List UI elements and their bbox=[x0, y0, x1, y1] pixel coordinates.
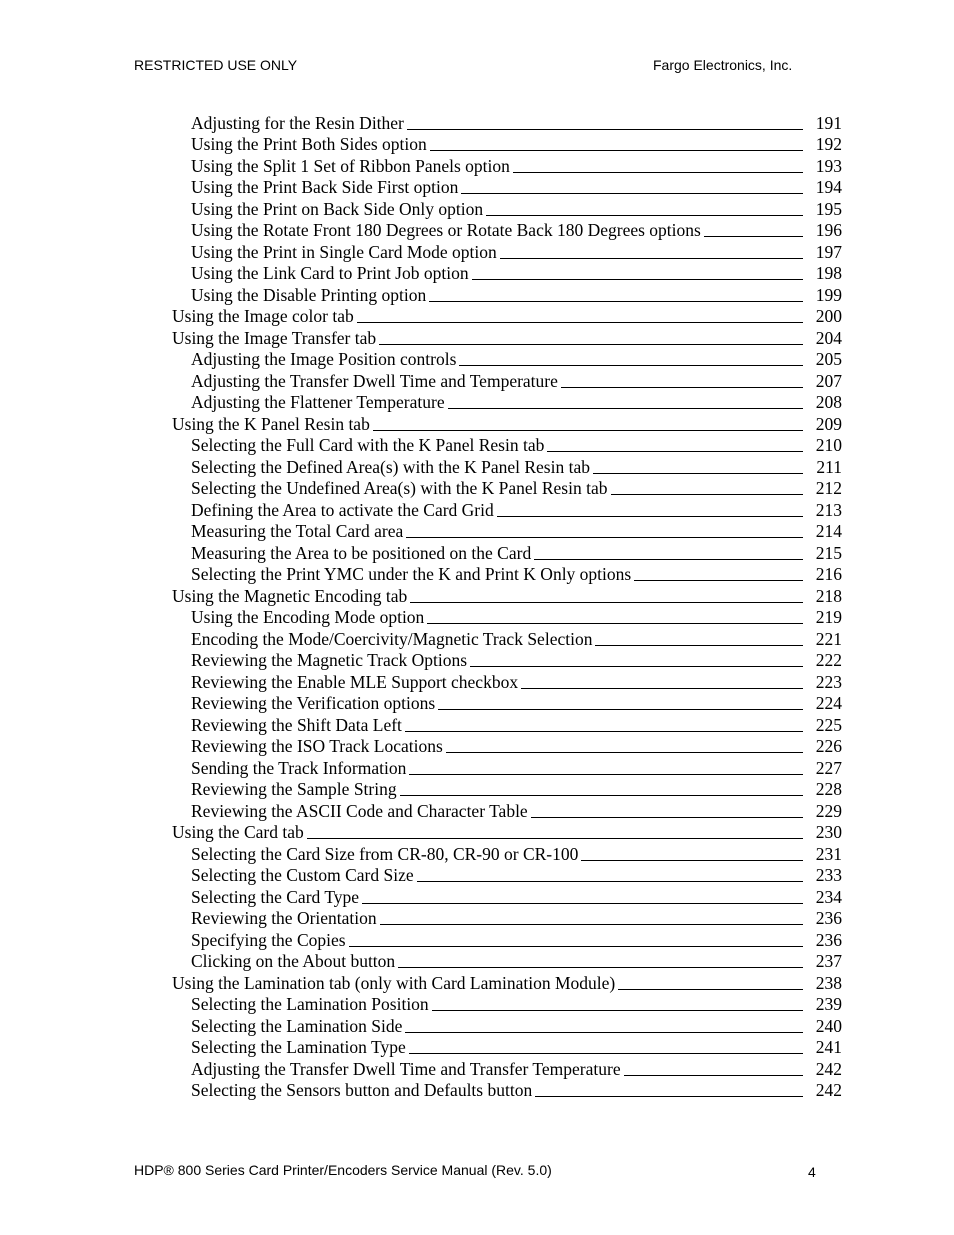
toc-leader-line bbox=[561, 387, 803, 388]
toc-entry-title: Sending the Track Information bbox=[191, 757, 407, 778]
toc-entry-page-number: 239 bbox=[815, 994, 842, 1014]
toc-entry[interactable] bbox=[172, 650, 842, 672]
toc-entry-page-number: 240 bbox=[815, 1015, 842, 1036]
toc-entry-page-number: 223 bbox=[815, 671, 842, 692]
toc-entry-title: Reviewing the ASCII Code and Character Table bbox=[191, 800, 528, 821]
toc-entry-title: Using the Disable Printing option bbox=[191, 284, 427, 305]
toc-leader-line bbox=[409, 1053, 803, 1054]
toc-entry-title: Using the Magnetic Encoding tab bbox=[172, 585, 408, 606]
toc-leader-line bbox=[379, 344, 803, 345]
toc-entry-title: Reviewing the ISO Track Locations bbox=[191, 736, 443, 756]
toc-entry-page-number: 205 bbox=[815, 349, 842, 369]
toc-entry[interactable] bbox=[172, 220, 842, 242]
toc-entry-page-number: 236 bbox=[815, 908, 842, 928]
toc-entry-page-number: 227 bbox=[815, 757, 842, 778]
toc-leader-line bbox=[430, 150, 803, 151]
toc-entry-page-number: 236 bbox=[815, 929, 842, 950]
toc-entry-page-number: 226 bbox=[815, 736, 842, 756]
toc-leader-line bbox=[634, 580, 803, 581]
toc-entry-page-number: 233 bbox=[815, 865, 842, 885]
toc-leader-line bbox=[500, 258, 803, 259]
toc-entry-title: Using the Image color tab bbox=[172, 306, 354, 326]
toc-entry[interactable] bbox=[172, 671, 842, 693]
toc-entry-page-number: 211 bbox=[816, 456, 842, 477]
toc-entry[interactable] bbox=[172, 929, 842, 951]
toc-entry[interactable] bbox=[172, 306, 842, 328]
toc-entry-title: Using the Split 1 Set of Ribbon Panels option bbox=[191, 155, 510, 176]
toc-leader-line bbox=[373, 430, 803, 431]
table-of-contents bbox=[172, 112, 842, 1101]
toc-entry[interactable] bbox=[172, 155, 842, 177]
toc-leader-line bbox=[406, 537, 803, 538]
toc-entry[interactable] bbox=[172, 564, 842, 586]
toc-entry[interactable] bbox=[172, 542, 842, 564]
toc-leader-line bbox=[400, 795, 803, 796]
toc-entry-title: Reviewing the Sample String bbox=[191, 779, 397, 799]
toc-leader-line bbox=[534, 559, 803, 560]
toc-entry[interactable] bbox=[172, 1080, 842, 1102]
toc-entry[interactable] bbox=[172, 779, 842, 801]
toc-leader-line bbox=[398, 967, 803, 968]
toc-entry-page-number: 238 bbox=[815, 972, 842, 993]
toc-entry-title: Adjusting the Image Position controls bbox=[191, 349, 457, 369]
toc-entry[interactable] bbox=[172, 736, 842, 758]
toc-entry-page-number: 208 bbox=[815, 392, 842, 412]
toc-entry[interactable] bbox=[172, 1015, 842, 1037]
toc-entry-page-number: 197 bbox=[815, 241, 842, 262]
toc-leader-line bbox=[470, 666, 803, 667]
toc-leader-line bbox=[618, 989, 803, 990]
toc-entry-title: Using the Link Card to Print Job option bbox=[191, 263, 469, 283]
toc-leader-line bbox=[307, 838, 803, 839]
toc-leader-line bbox=[429, 301, 803, 302]
toc-entry-title: Selecting the Lamination Side bbox=[191, 1015, 403, 1036]
toc-leader-line bbox=[513, 172, 803, 173]
toc-entry-title: Reviewing the Orientation bbox=[191, 908, 377, 928]
toc-entry-title: Using the Image Transfer tab bbox=[172, 327, 377, 348]
toc-entry-page-number: 193 bbox=[815, 155, 842, 176]
toc-entry[interactable] bbox=[172, 800, 842, 822]
toc-entry[interactable] bbox=[172, 177, 842, 199]
toc-entry[interactable] bbox=[172, 951, 842, 973]
toc-leader-line bbox=[581, 860, 803, 861]
toc-entry-title: Selecting the Lamination Position bbox=[191, 994, 429, 1014]
toc-leader-line bbox=[531, 817, 803, 818]
toc-entry[interactable] bbox=[172, 822, 842, 844]
toc-entry-title: Encoding the Mode/Coercivity/Magnetic Track Selection bbox=[191, 628, 593, 649]
toc-leader-line bbox=[459, 365, 803, 366]
toc-entry-title: Reviewing the Enable MLE Support checkbox bbox=[191, 671, 519, 692]
toc-entry-title: Measuring the Area to be positioned on the Card bbox=[191, 542, 532, 563]
toc-entry-title: Using the K Panel Resin tab bbox=[172, 413, 370, 434]
toc-entry[interactable] bbox=[172, 628, 842, 650]
toc-entry[interactable] bbox=[172, 1037, 842, 1059]
toc-entry-page-number: 214 bbox=[815, 521, 842, 541]
toc-leader-line bbox=[432, 1010, 803, 1011]
toc-entry-title: Adjusting the Flattener Temperature bbox=[191, 392, 445, 412]
toc-entry-page-number: 225 bbox=[815, 714, 842, 735]
toc-entry[interactable] bbox=[172, 456, 842, 478]
toc-entry[interactable] bbox=[172, 263, 842, 285]
toc-entry[interactable] bbox=[172, 112, 842, 134]
toc-leader-line bbox=[448, 408, 803, 409]
toc-entry-page-number: 216 bbox=[815, 564, 842, 584]
toc-entry-title: Reviewing the Shift Data Left bbox=[191, 714, 402, 735]
toc-entry-page-number: 221 bbox=[815, 628, 842, 649]
toc-leader-line bbox=[410, 602, 803, 603]
toc-entry[interactable] bbox=[172, 478, 842, 500]
toc-entry-page-number: 195 bbox=[815, 198, 842, 219]
toc-leader-line bbox=[349, 946, 803, 947]
toc-entry-page-number: 199 bbox=[815, 284, 842, 305]
toc-entry-page-number: 241 bbox=[815, 1037, 842, 1057]
toc-entry-page-number: 204 bbox=[815, 327, 842, 348]
toc-entry[interactable] bbox=[172, 349, 842, 371]
toc-entry-page-number: 194 bbox=[815, 177, 842, 197]
toc-entry-page-number: 228 bbox=[815, 779, 842, 799]
toc-entry-page-number: 231 bbox=[815, 843, 842, 864]
toc-leader-line bbox=[611, 494, 804, 495]
toc-entry-title: Measuring the Total Card area bbox=[191, 521, 404, 541]
toc-entry-title: Clicking on the About button bbox=[191, 951, 396, 971]
toc-entry-title: Selecting the Card Size from CR-80, CR-90 or CR-100 bbox=[191, 843, 579, 864]
toc-entry-title: Using the Print Both Sides option bbox=[191, 134, 427, 154]
toc-entry-title: Using the Print in Single Card Mode option bbox=[191, 241, 497, 262]
toc-entry-title: Specifying the Copies bbox=[191, 929, 346, 950]
toc-leader-line bbox=[438, 709, 803, 710]
toc-entry[interactable] bbox=[172, 134, 842, 156]
toc-leader-line bbox=[461, 193, 803, 194]
toc-entry[interactable] bbox=[172, 843, 842, 865]
toc-entry-page-number: 229 bbox=[815, 800, 842, 821]
toc-entry-title: Selecting the Print YMC under the K and Print K Only options bbox=[191, 564, 632, 584]
toc-leader-line bbox=[472, 279, 803, 280]
toc-entry-title: Using the Card tab bbox=[172, 822, 304, 842]
toc-entry-title: Selecting the Sensors button and Defaults button bbox=[191, 1080, 533, 1100]
toc-entry-page-number: 215 bbox=[815, 542, 842, 563]
toc-entry-title: Reviewing the Verification options bbox=[191, 693, 436, 713]
toc-entry-title: Selecting the Custom Card Size bbox=[191, 865, 414, 885]
toc-entry[interactable] bbox=[172, 994, 842, 1016]
toc-entry-page-number: 222 bbox=[815, 650, 842, 670]
toc-leader-line bbox=[405, 1032, 803, 1033]
toc-entry-page-number: 196 bbox=[815, 220, 842, 240]
toc-entry[interactable] bbox=[172, 241, 842, 263]
toc-entry-title: Using the Print Back Side First option bbox=[191, 177, 459, 197]
toc-leader-line bbox=[380, 924, 803, 925]
footer-manual-title: HDP® 800 Series Card Printer/Encoders Service Manual (Rev. 5.0) bbox=[134, 1162, 552, 1178]
header-restricted-label: RESTRICTED USE ONLY bbox=[134, 57, 298, 73]
toc-entry-title: Selecting the Card Type bbox=[191, 886, 360, 907]
toc-entry-page-number: 230 bbox=[815, 822, 842, 842]
toc-entry[interactable] bbox=[172, 284, 842, 306]
toc-entry-page-number: 191 bbox=[815, 112, 842, 133]
toc-entry[interactable] bbox=[172, 198, 842, 220]
toc-entry-page-number: 224 bbox=[815, 693, 842, 713]
toc-entry-title: Using the Lamination tab (only with Card Lamination Module) bbox=[172, 972, 616, 993]
toc-entry-title: Adjusting for the Resin Dither bbox=[191, 112, 404, 133]
toc-entry-page-number: 237 bbox=[815, 951, 842, 971]
toc-entry-title: Selecting the Lamination Type bbox=[191, 1037, 406, 1057]
toc-leader-line bbox=[593, 473, 803, 474]
toc-entry-page-number: 210 bbox=[815, 435, 842, 455]
toc-entry[interactable] bbox=[172, 585, 842, 607]
toc-leader-line bbox=[446, 752, 803, 753]
toc-leader-line bbox=[535, 1096, 803, 1097]
toc-entry[interactable] bbox=[172, 1058, 842, 1080]
toc-entry[interactable] bbox=[172, 327, 842, 349]
toc-entry-page-number: 212 bbox=[815, 478, 842, 498]
toc-entry-title: Selecting the Undefined Area(s) with the K Panel Resin tab bbox=[191, 478, 608, 498]
toc-entry-title: Using the Rotate Front 180 Degrees or Rotate Back 180 Degrees options bbox=[191, 220, 701, 240]
toc-entry[interactable] bbox=[172, 865, 842, 887]
toc-leader-line bbox=[704, 236, 803, 237]
toc-entry[interactable] bbox=[172, 757, 842, 779]
toc-entry[interactable] bbox=[172, 714, 842, 736]
toc-entry-page-number: 242 bbox=[815, 1058, 842, 1079]
toc-entry-title: Using the Encoding Mode option bbox=[191, 607, 425, 627]
toc-leader-line bbox=[595, 645, 803, 646]
toc-entry[interactable] bbox=[172, 435, 842, 457]
toc-entry-page-number: 192 bbox=[815, 134, 842, 154]
header-company-name: Fargo Electronics, Inc. bbox=[653, 57, 793, 73]
toc-entry-page-number: 234 bbox=[815, 886, 842, 907]
toc-entry-title: Adjusting the Transfer Dwell Time and Temperature bbox=[191, 370, 558, 391]
toc-entry-page-number: 207 bbox=[815, 370, 842, 391]
toc-entry[interactable] bbox=[172, 693, 842, 715]
toc-entry-title: Selecting the Defined Area(s) with the K Panel Resin tab bbox=[191, 456, 590, 477]
toc-entry-title: Using the Print on Back Side Only option bbox=[191, 198, 484, 219]
toc-leader-line bbox=[624, 1075, 803, 1076]
toc-leader-line bbox=[497, 516, 803, 517]
toc-entry[interactable] bbox=[172, 972, 842, 994]
toc-entry-page-number: 209 bbox=[815, 413, 842, 434]
toc-leader-line bbox=[362, 903, 803, 904]
toc-entry[interactable] bbox=[172, 392, 842, 414]
toc-entry-title: Reviewing the Magnetic Track Options bbox=[191, 650, 468, 670]
footer-page-number: 4 bbox=[808, 1164, 816, 1180]
toc-entry-title: Adjusting the Transfer Dwell Time and Transfer Temperature bbox=[191, 1058, 621, 1079]
toc-entry-page-number: 198 bbox=[815, 263, 842, 283]
toc-entry[interactable] bbox=[172, 607, 842, 629]
toc-leader-line bbox=[417, 881, 803, 882]
toc-leader-line bbox=[521, 688, 803, 689]
toc-entry-page-number: 219 bbox=[815, 607, 842, 627]
toc-entry[interactable] bbox=[172, 499, 842, 521]
toc-entry[interactable] bbox=[172, 908, 842, 930]
toc-leader-line bbox=[357, 322, 803, 323]
toc-entry-page-number: 218 bbox=[815, 585, 842, 606]
toc-entry-page-number: 242 bbox=[815, 1080, 842, 1100]
toc-entry[interactable] bbox=[172, 886, 842, 908]
toc-entry-title: Selecting the Full Card with the K Panel Resin tab bbox=[191, 435, 545, 455]
toc-leader-line bbox=[407, 129, 803, 130]
toc-entry[interactable] bbox=[172, 413, 842, 435]
toc-leader-line bbox=[547, 451, 803, 452]
toc-entry-page-number: 200 bbox=[815, 306, 842, 326]
toc-entry[interactable] bbox=[172, 370, 842, 392]
toc-leader-line bbox=[409, 774, 803, 775]
toc-leader-line bbox=[405, 731, 803, 732]
toc-entry-page-number: 213 bbox=[815, 499, 842, 520]
toc-leader-line bbox=[427, 623, 803, 624]
toc-entry[interactable] bbox=[172, 521, 842, 543]
toc-entry-title: Defining the Area to activate the Card Grid bbox=[191, 499, 494, 520]
toc-leader-line bbox=[486, 215, 803, 216]
